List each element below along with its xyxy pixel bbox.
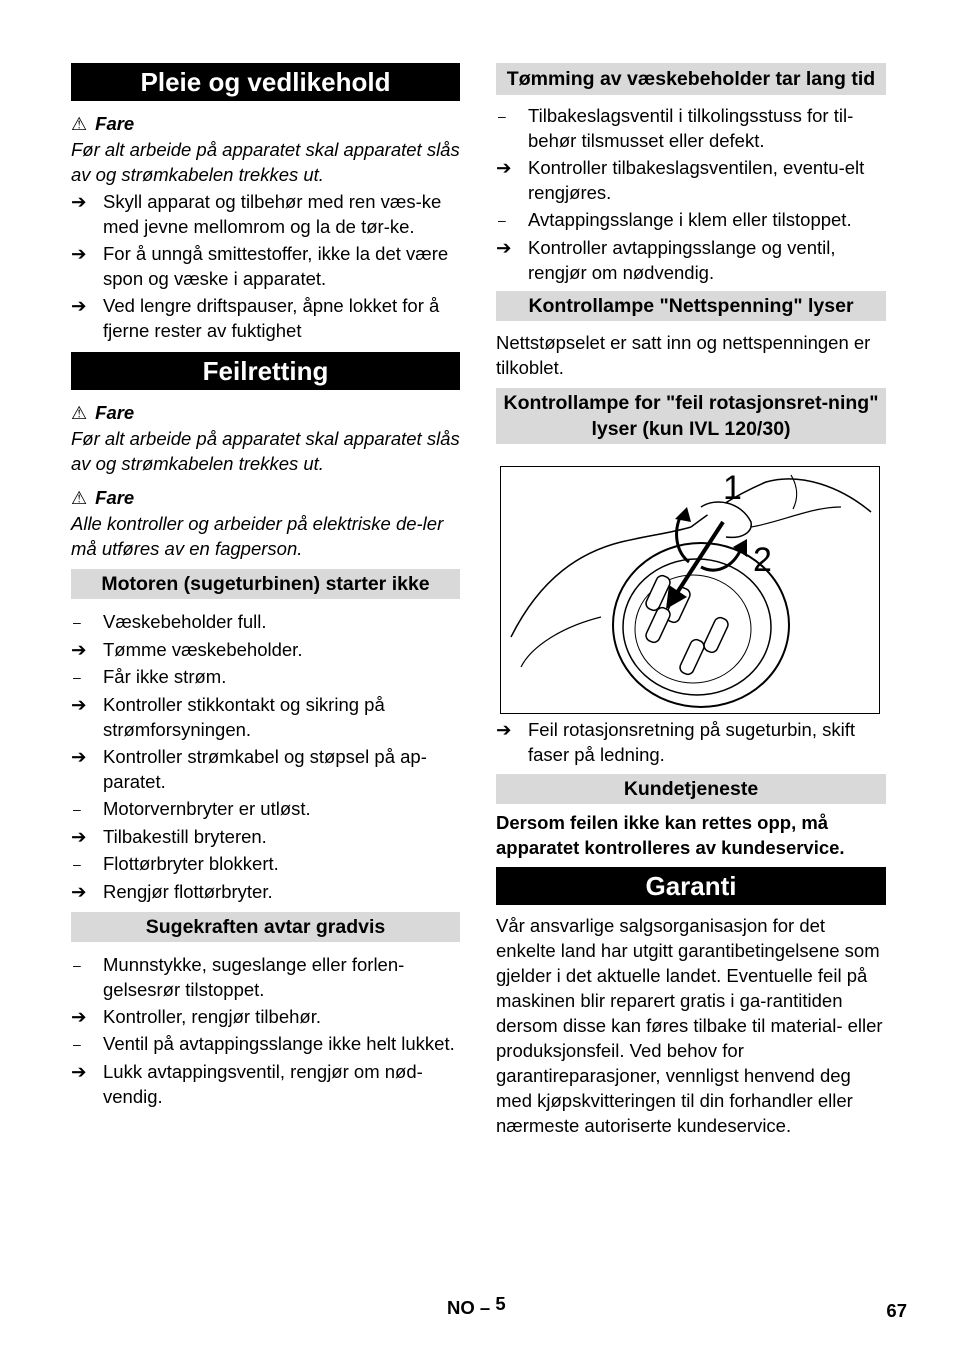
list-item: ➔ Skyll apparat og tilbehør med ren væs-ke med jevne mellomrom og la de tør-ke. [71, 191, 442, 237]
list-item: – Flottørbryter blokkert. [71, 851, 460, 877]
arrow-right-icon: ➔ [496, 237, 512, 258]
list-item: ➔ Lukk avtappingsventil, rengjør om nød-vendig. [71, 1061, 423, 1107]
dash-bullet: – [73, 669, 81, 685]
list-item: ➔ Tømme væskebeholder. [71, 639, 303, 660]
footer-section [447, 1293, 506, 1319]
motor-list [71, 609, 460, 904]
heading-feilretting: Feilretting [71, 352, 460, 390]
list-item: ➔ Kontroller strømkabel og støpsel på ap-paratet. [71, 746, 427, 792]
warning-text: Før alt arbeide på apparatet skal apparatet slås av og strømkabelen trekkes ut. [71, 139, 460, 185]
dash-bullet: – [73, 1036, 81, 1052]
list-item: ➔ Tilbakestill bryteren. [71, 826, 267, 847]
heading-pleie: Pleie og vedlikehold [71, 63, 460, 101]
list-item: ➔ Kontroller, rengjør tilbehør. [71, 1006, 321, 1027]
warning-text: Før alt arbeide på apparatet skal apparatet slås av og strømkabelen trekkes ut. [71, 428, 460, 474]
arrow-right-icon: ➔ [71, 1006, 87, 1027]
arrow-right-icon: ➔ [71, 1061, 87, 1082]
warning-triangle-icon: ⚠ [71, 488, 88, 508]
kundetjeneste-text: Dersom feilen ikke kan rettes opp, må apparatet kontrolleres av kundeservice. [496, 812, 845, 858]
arrow-right-icon: ➔ [71, 243, 87, 264]
left-column [71, 63, 460, 1111]
warning-label: ⚠ Fare [71, 113, 135, 134]
footer-section-number: 5 [495, 1293, 506, 1314]
pleie-list [71, 189, 460, 343]
warning-triangle-icon: ⚠ [71, 114, 88, 134]
arrow-right-icon: ➔ [496, 157, 512, 178]
arrow-right-icon: ➔ [496, 719, 512, 740]
list-item: ➔ Kontroller avtappingsslange og ventil, rengjør om nødvendig. [496, 237, 836, 283]
dash-bullet: – [73, 801, 81, 817]
warning-triangle-icon: ⚠ [71, 403, 88, 423]
heading-motor: Motoren (sugeturbinen) starter ikke [71, 569, 460, 599]
heading-kundetjeneste: Kundetjeneste [496, 774, 886, 804]
dash-bullet: – [498, 108, 506, 124]
heading-kontrollampe-rotasjon: Kontrollampe for "feil rotasjonsret-ning" lyser (kun IVL 120/30) [496, 388, 886, 444]
warning-label: ⚠ Fare [71, 402, 135, 423]
dash-bullet: – [73, 856, 81, 872]
dash-bullet: – [73, 957, 81, 973]
list-item: – Ventil på avtappingsslange ikke helt lukket. [71, 1031, 460, 1057]
list-item: ➔ Kontroller tilbakeslagsventilen, eventu-elt rengjøres. [496, 157, 865, 203]
arrow-right-icon: ➔ [71, 694, 87, 715]
arrow-right-icon: ➔ [71, 191, 87, 212]
heading-tomming: Tømming av væskebeholder tar lang tid [496, 63, 886, 95]
garanti-text: Vår ansvarlige salgsorganisasjon for det enkelte land har utgitt garantibetingelsene som gjelder i det aktuelle landet. Eventuelle feil på maskinen blir reparert gratis i ga-rantitiden dersom disse kan føres tilbake til material- eller produksjonsfeil. Ved behov for garantireparasjoner, vennligst henvend deg med kjøpskvitteringen til din forhandler eller nærmeste autoriserte kundeservice. [496, 915, 883, 1136]
list-item: ➔ Kontroller stikkontakt og sikring på strømforsyningen. [71, 694, 385, 740]
suge-list [71, 952, 460, 1109]
figure-label-1: 1 [723, 469, 742, 507]
list-item: – Munnstykke, sugeslange eller forlen-gelsesrør tilstoppet. [73, 954, 405, 1000]
connector-figure [500, 466, 880, 714]
dash-bullet: – [498, 212, 506, 228]
arrow-right-icon: ➔ [71, 746, 87, 767]
arrow-right-icon: ➔ [71, 295, 87, 316]
heading-kontrollampe-nett: Kontrollampe "Nettspenning" lyser [496, 291, 886, 321]
arrow-right-icon: ➔ [71, 826, 87, 847]
page-number: 67 [886, 1300, 907, 1321]
list-item: – Avtappingsslange i klem eller tilstoppet. [496, 207, 886, 233]
connector-illustration [501, 467, 879, 713]
nett-text: Nettstøpselet er satt inn og nettspenningen er tilkoblet. [496, 332, 871, 378]
heading-sugekraft: Sugekraften avtar gradvis [71, 912, 460, 942]
warning-text: Alle kontroller og arbeider på elektriske de-ler må utføres av en fagperson. [71, 513, 444, 559]
right-column [496, 63, 886, 1138]
list-item: ➔ For å unngå smittestoffer, ikke la det være spon og væske i apparatet. [71, 243, 449, 289]
list-item: ➔ Rengjør flottørbryter. [71, 881, 273, 902]
warning-label: ⚠ Fare [71, 487, 135, 508]
heading-garanti: Garanti [496, 867, 886, 905]
figure-label-2: 2 [753, 541, 772, 579]
tomming-list [496, 103, 886, 285]
dash-bullet: – [73, 614, 81, 630]
footer-dash: – [479, 1297, 491, 1318]
list-item: – Tilbakeslagsventil i tilkolingsstuss for til-behør tilsmusset eller defekt. [498, 105, 854, 151]
footer-lang: NO [447, 1297, 475, 1318]
list-item: ➔ Ved lengre driftspauser, åpne lokket for å fjerne rester av fuktighet [71, 295, 440, 341]
list-item: – Væskebeholder full. [71, 609, 460, 635]
arrow-right-icon: ➔ [71, 639, 87, 660]
list-item: – Motorvernbryter er utløst. [71, 796, 460, 822]
list-item: ➔ Feil rotasjonsretning på sugeturbin, skift faser på ledning. [496, 719, 856, 765]
list-item: – Får ikke strøm. [71, 664, 460, 690]
arrow-right-icon: ➔ [71, 881, 87, 902]
rotasjon-list [496, 717, 886, 767]
